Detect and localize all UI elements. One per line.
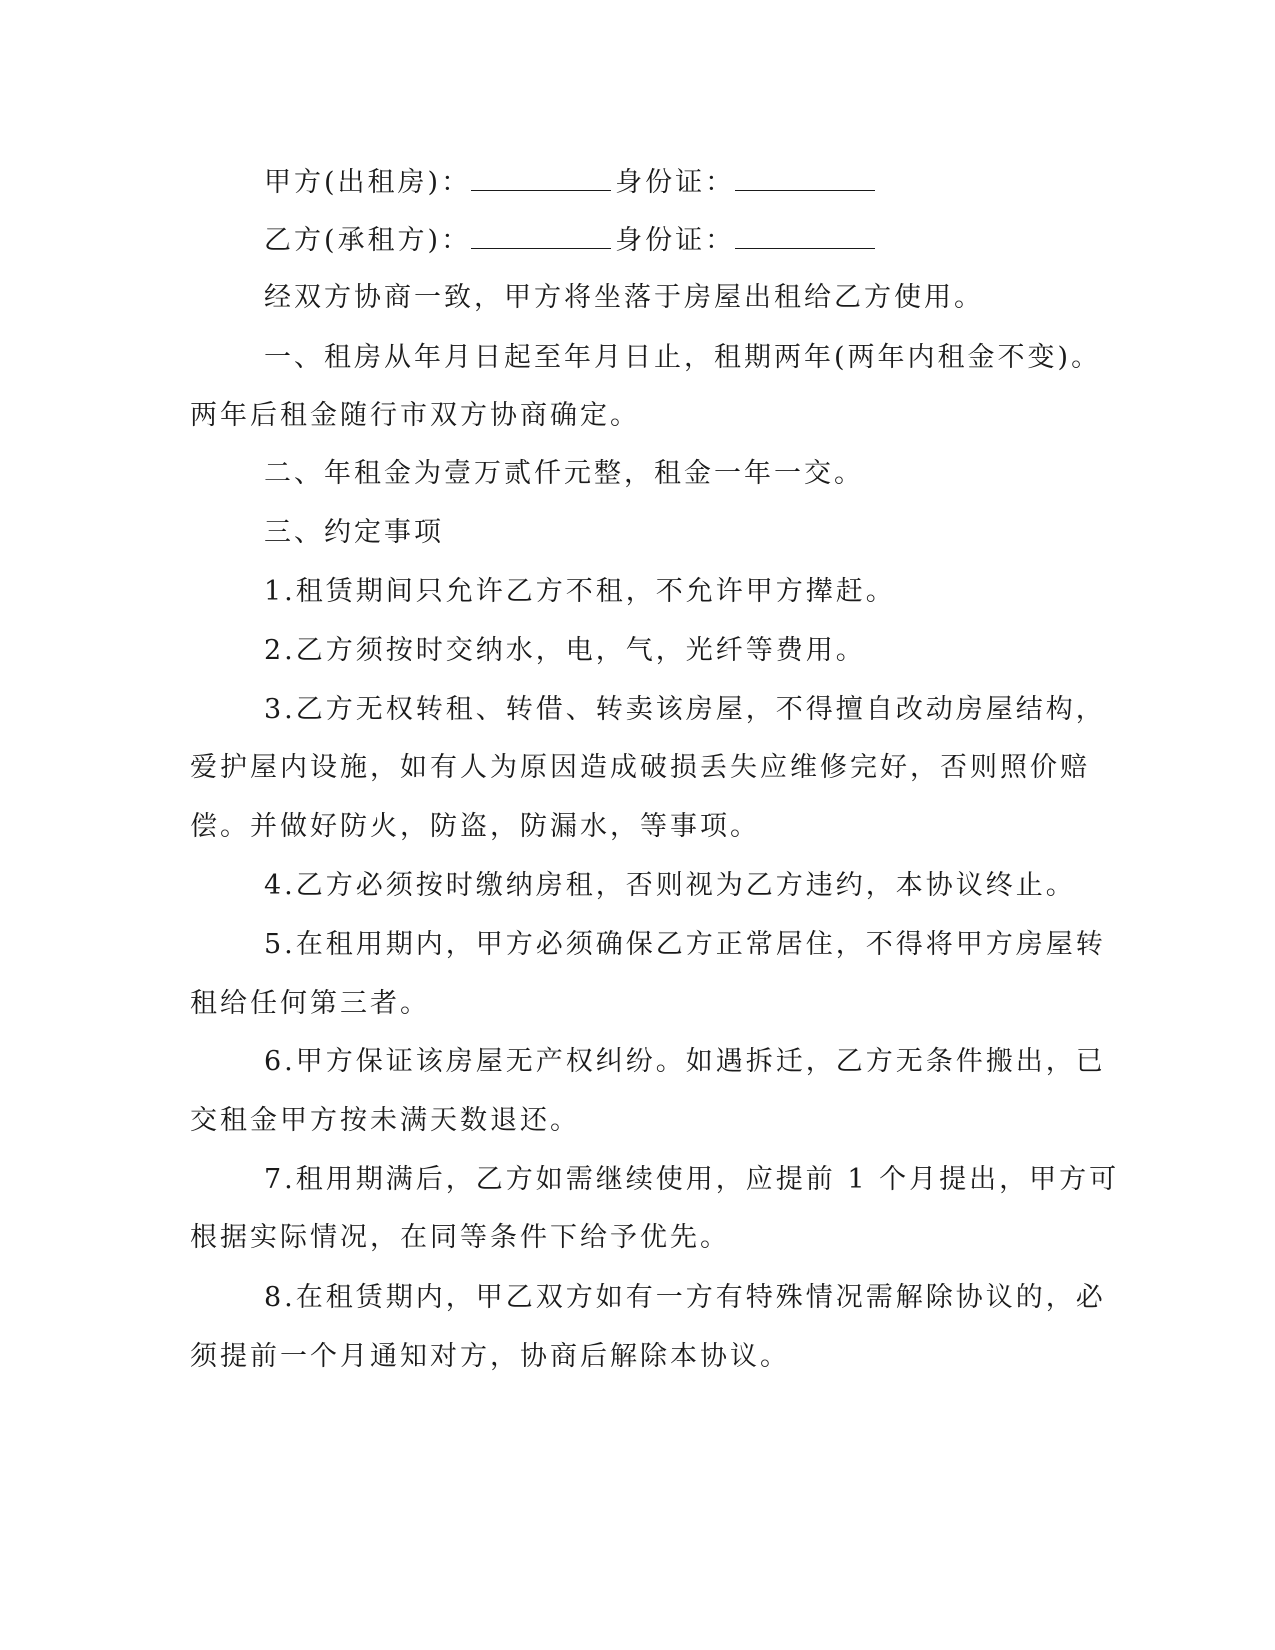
intro-paragraph: 经双方协商一致，甲方将坐落于房屋出租给乙方使用。: [264, 282, 984, 313]
item-5-line-2: 租给任何第三者。: [190, 988, 430, 1019]
item-8-line-2: 须提前一个月通知对方，协商后解除本协议。: [190, 1341, 790, 1372]
item-7-line-1: 7.租用期满后，乙方如需继续使用，应提前 1 个月提出，甲方可: [264, 1164, 1120, 1195]
item-3-line-1: 3.乙方无权转租、转借、转卖该房屋，不得擅自改动房屋结构，: [264, 694, 1106, 725]
item-8-line-1: 8.在租赁期内，甲乙双方如有一方有特殊情况需解除协议的，必: [264, 1282, 1106, 1313]
item-6-line-1: 6.甲方保证该房屋无产权纠纷。如遇拆迁，乙方无条件搬出，已: [264, 1046, 1106, 1077]
item-6-line-2: 交租金甲方按未满天数退还。: [190, 1105, 580, 1136]
item-5-line-1: 5.在租用期内，甲方必须确保乙方正常居住，不得将甲方房屋转: [264, 929, 1106, 960]
clause-1-line-2: 两年后租金随行市双方协商确定。: [190, 400, 640, 431]
item-3-line-2: 爱护屋内设施，如有人为原因造成破损丢失应维修完好，否则照价赔: [190, 752, 1090, 783]
party-b-label: 乙方(承租方)：: [264, 225, 472, 256]
clause-3-title: 三、约定事项: [264, 517, 444, 548]
clause-2: 二、年租金为壹万贰仟元整，租金一年一交。: [264, 458, 864, 489]
party-a-name-blank: [471, 164, 611, 191]
item-2: 2.乙方须按时交纳水，电，气，光纤等费用。: [264, 635, 866, 666]
party-b-row: [264, 222, 1144, 259]
party-a-id-blank: [735, 164, 875, 191]
party-a-row: [264, 164, 1144, 201]
item-3-line-3: 偿。并做好防火，防盗，防漏水，等事项。: [190, 811, 760, 842]
party-b-name-blank: [471, 222, 611, 249]
party-b-id-label: 身份证：: [615, 225, 736, 256]
party-a-id-label: 身份证：: [615, 167, 736, 198]
item-4: 4.乙方必须按时缴纳房租，否则视为乙方违约，本协议终止。: [264, 870, 1076, 901]
item-7-line-2: 根据实际情况，在同等条件下给予优先。: [190, 1222, 730, 1253]
party-b-id-blank: [735, 222, 875, 249]
item-1: 1.租赁期间只允许乙方不租，不允许甲方撵赶。: [264, 576, 896, 607]
party-a-label: 甲方(出租房)：: [264, 167, 472, 198]
clause-1-line-1: 一、租房从年月日起至年月日止，租期两年(两年内租金不变)。: [264, 342, 1102, 373]
